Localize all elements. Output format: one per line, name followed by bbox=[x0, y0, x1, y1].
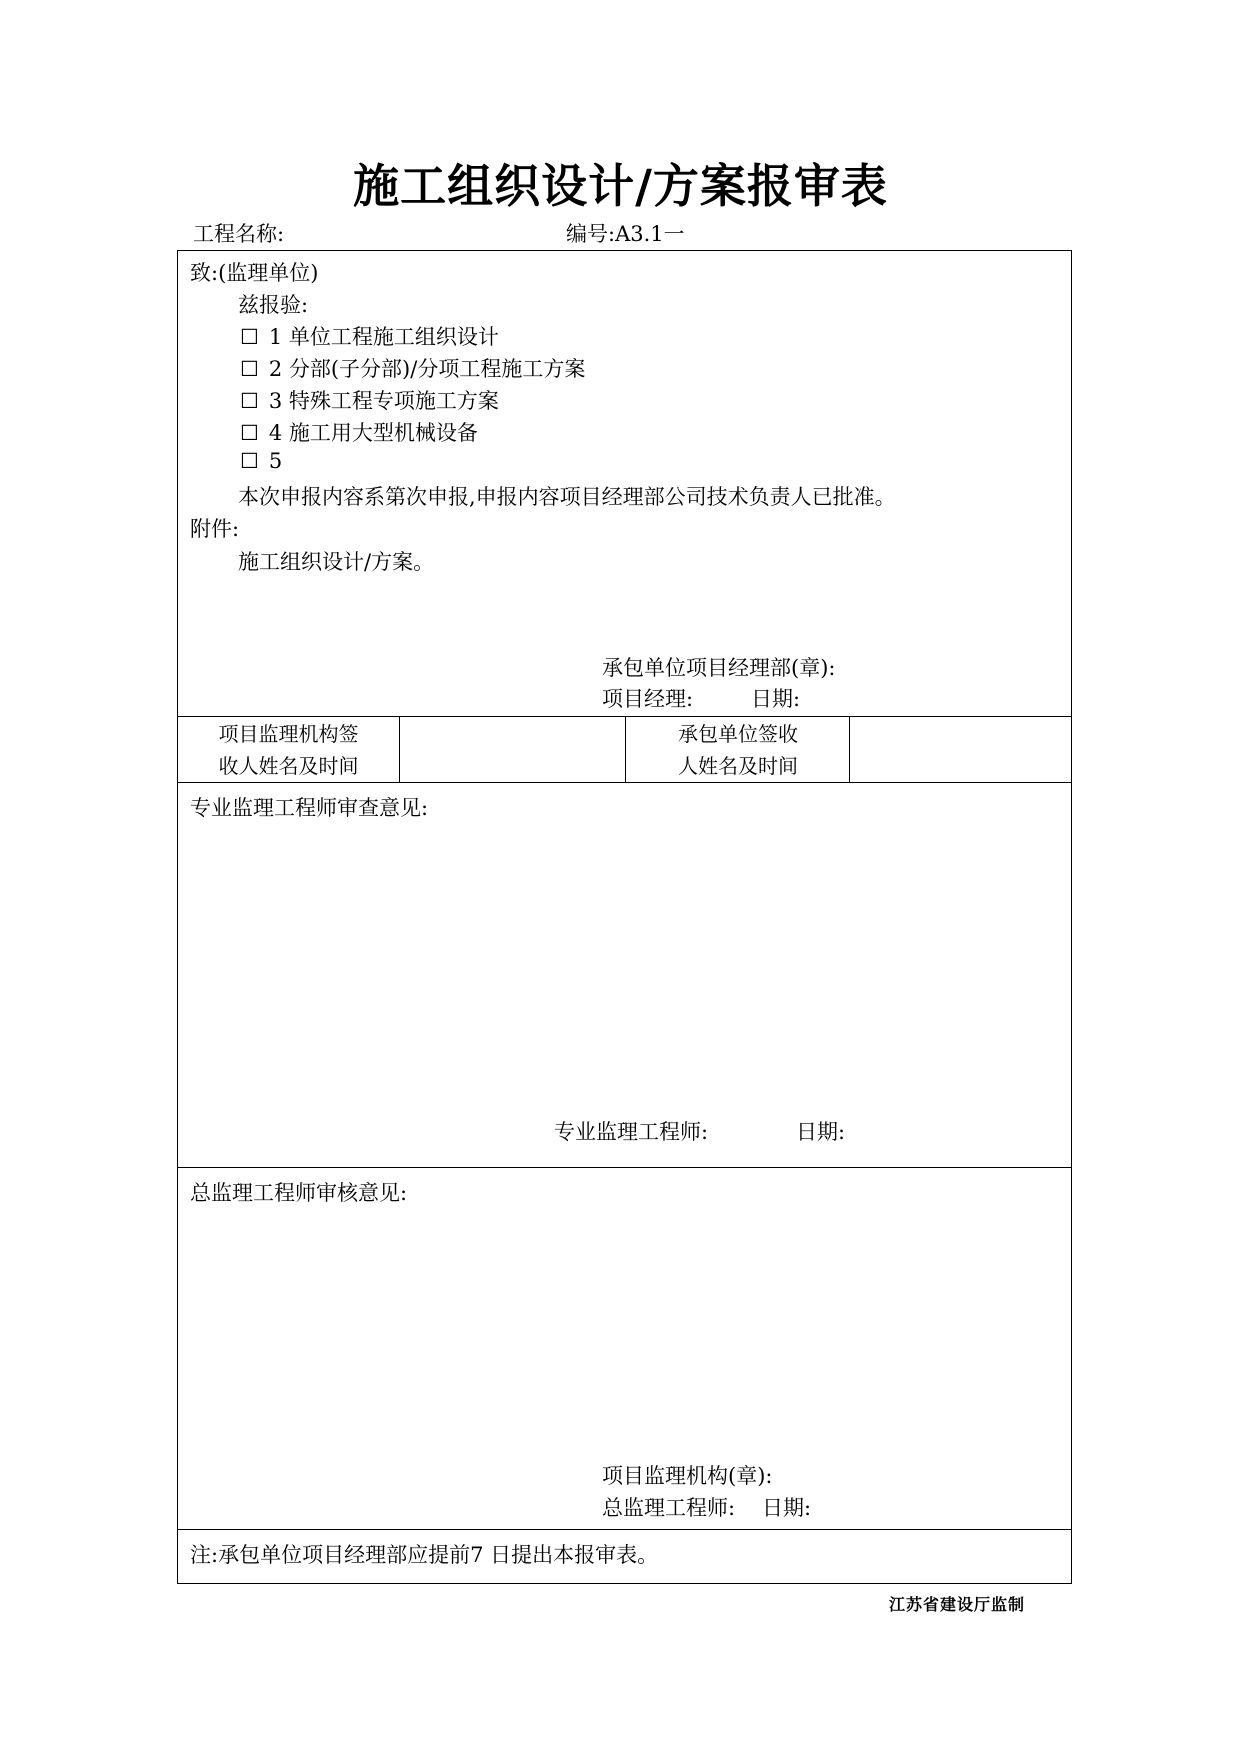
checkbox-icon[interactable]: ☐ bbox=[240, 357, 259, 381]
divider bbox=[178, 1529, 1071, 1530]
divider bbox=[178, 782, 1071, 783]
divider bbox=[399, 717, 400, 783]
issuer-footer: 江苏省建设厅监制 bbox=[889, 1595, 1026, 1614]
project-name-label: 工程名称: bbox=[193, 222, 285, 246]
submission-statement: 本次申报内容系第次申报,申报内容项目经理部公司技术负责人已批准。 bbox=[238, 485, 896, 509]
chief-date-label: 日期: bbox=[762, 1496, 812, 1520]
divider bbox=[849, 717, 850, 783]
attachment-text: 施工组织设计/方案。 bbox=[238, 550, 435, 574]
checklist-item-label: 4 施工用大型机械设备 bbox=[268, 421, 478, 445]
supervisor-sign-label bbox=[178, 718, 399, 782]
specialist-date-label: 日期: bbox=[796, 1120, 846, 1144]
chief-engineer-label: 总监理工程师: bbox=[602, 1496, 736, 1520]
form-note: 注:承包单位项目经理部应提前7 日提出本报审表。 bbox=[190, 1543, 659, 1567]
contractor-seal-label: 承包单位项目经理部(章): bbox=[602, 656, 836, 680]
checklist-item[interactable] bbox=[240, 353, 585, 383]
checkbox-icon[interactable]: ☐ bbox=[240, 421, 259, 445]
to-supervisor-label: 致:(监理单位) bbox=[190, 261, 319, 285]
supervisor-sign-line1: 项目监理机构签 bbox=[218, 722, 359, 746]
contractor-sign-label bbox=[627, 718, 849, 782]
chief-review-label: 总监理工程师审核意见: bbox=[190, 1181, 408, 1205]
specialist-engineer-label: 专业监理工程师: bbox=[554, 1120, 709, 1144]
checklist-item[interactable] bbox=[240, 417, 478, 447]
checklist-item[interactable] bbox=[240, 385, 499, 415]
supervision-org-seal-label: 项目监理机构(章): bbox=[602, 1464, 773, 1488]
specialist-review-label: 专业监理工程师审查意见: bbox=[190, 796, 429, 820]
form-table bbox=[177, 250, 1072, 1584]
checklist-item-label: 1 单位工程施工组织设计 bbox=[268, 325, 499, 349]
checklist-item-label: 2 分部(子分部)/分项工程施工方案 bbox=[268, 357, 586, 381]
checklist-item[interactable] bbox=[240, 321, 499, 351]
checkbox-icon[interactable]: ☐ bbox=[240, 449, 259, 473]
checklist-item[interactable] bbox=[240, 449, 282, 473]
divider bbox=[625, 717, 626, 783]
submit-label: 兹报验: bbox=[238, 293, 309, 317]
checkbox-icon[interactable]: ☐ bbox=[240, 325, 259, 349]
supervisor-sign-line2: 收人姓名及时间 bbox=[218, 754, 359, 778]
project-manager-label: 项目经理: bbox=[602, 687, 694, 711]
page-title: 施工组织设计/方案报审表 bbox=[353, 159, 888, 213]
manager-date-label: 日期: bbox=[751, 687, 801, 711]
divider bbox=[178, 1167, 1071, 1168]
attachment-label: 附件: bbox=[190, 517, 240, 541]
checklist-item-label: 5 bbox=[268, 449, 283, 473]
checklist-item-label: 3 特殊工程专项施工方案 bbox=[268, 389, 499, 413]
contractor-sign-line2: 人姓名及时间 bbox=[678, 754, 798, 778]
checkbox-icon[interactable]: ☐ bbox=[240, 389, 259, 413]
form-number-label: 编号:A3.1一 bbox=[566, 222, 685, 246]
contractor-sign-line1: 承包单位签收 bbox=[678, 722, 798, 746]
